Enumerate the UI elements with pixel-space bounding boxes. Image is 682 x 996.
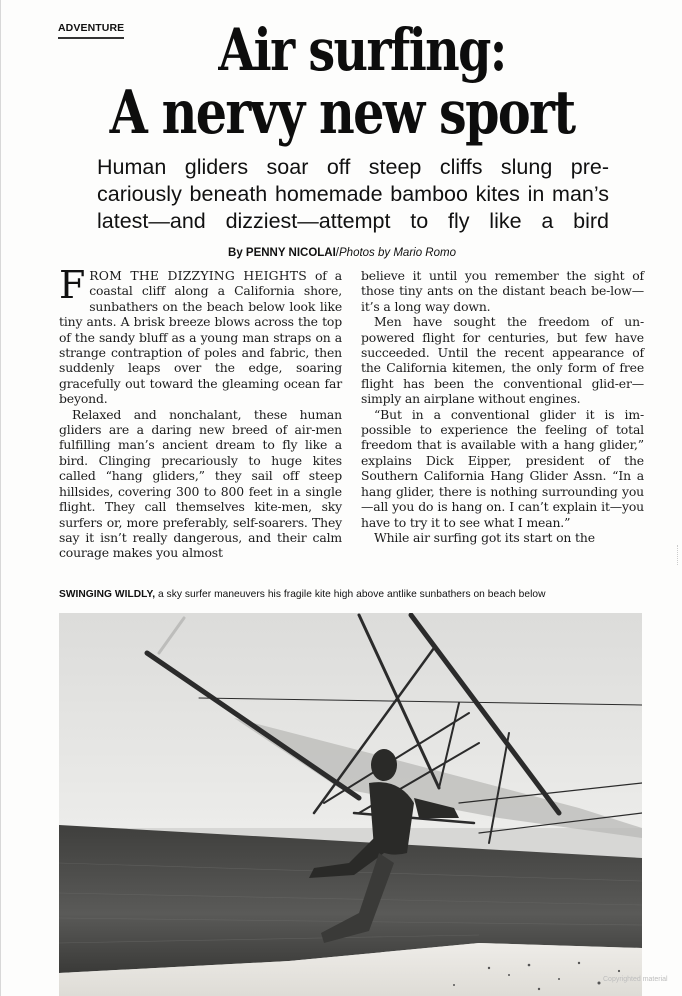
byline-author: By PENNY NICOLAI <box>228 247 336 259</box>
article-column-right <box>361 268 644 545</box>
lead-in: ROM THE DIZZYING HEIGHTS <box>89 268 307 283</box>
paragraph-text: of a coastal cliff along a California shore, sunbathers on the beach below look like tiny ants. A brisk breeze blows across the top of the sandy bluff as a young man straps on a strange contraption of poles and fabric, then suddenly leaps over the edge, soaring gracefully out toward the gleaming ocean far beyond. <box>59 268 342 407</box>
photo-caption <box>59 589 642 600</box>
headline-line-2: A nervy new sport <box>109 78 575 148</box>
subheadline <box>97 154 609 235</box>
page-edge-mark <box>677 545 681 565</box>
photo-illustration <box>59 613 642 996</box>
byline <box>1 247 682 259</box>
article-column-left <box>59 263 342 561</box>
subheadline-line-3: latest—and dizziest—attempt to fly like a bird <box>97 209 609 233</box>
byline-separator: / <box>335 247 339 259</box>
subheadline-line-2: cariously beneath homemade bamboo kites in man’s <box>97 182 609 206</box>
hang-glider-photo <box>59 613 642 996</box>
sky <box>59 613 642 828</box>
paragraph: Men have sought the freedom of un-powered flight for centuries, but few have succeeded. Until the recent appearance of the California kitemen, the only form of free flight has been the conventional glid-er—simply an airplane without engines. <box>361 314 644 407</box>
drop-cap: F <box>59 263 86 307</box>
headline-line-1: Air surfing: <box>218 16 506 84</box>
watermark: Copyrighted material <box>603 976 668 983</box>
byline-photographer: Photos by Mario Romo <box>339 247 456 259</box>
subheadline-line-1: Human gliders soar off steep cliffs slung pre- <box>97 155 609 179</box>
paragraph: “But in a conventional glider it is im-possible to experience the feeling of total freedom that is available with a hang glider,” explains Dick Eipper, president of the Southern California Hang Glider Assn. “In a hang glider, there is nothing surrounding you—all you do is hang on. I can’t explain it—you have to try it to see what I mean.” <box>361 406 644 530</box>
caption-text: a sky surfer maneuvers his fragile kite high above antlike sunbathers on beach below <box>155 589 546 600</box>
paragraph: Relaxed and nonchalant, these human gliders are a daring new breed of air-men fulfilling man’s ancient dream to fly like a bird. Clinging precariously to huge kites called “hang gliders,” they sail off steep hillsides, covering 300 to 800 feet in a single flight. They call themselves kite-men, sky surfers or, more preferably, self-soarers. They say it isn’t really dangerous, and their calm courage makes you almost <box>59 406 342 561</box>
paragraph <box>59 263 342 407</box>
section-tag: ADVENTURE <box>58 22 124 39</box>
paragraph: While air surfing got its start on the <box>374 529 595 545</box>
paragraph: believe it until you remember the sight of those tiny ants on the distant beach be-low—it’s a long way down. <box>361 268 644 314</box>
caption-lead: SWINGING WILDLY, <box>59 589 156 600</box>
